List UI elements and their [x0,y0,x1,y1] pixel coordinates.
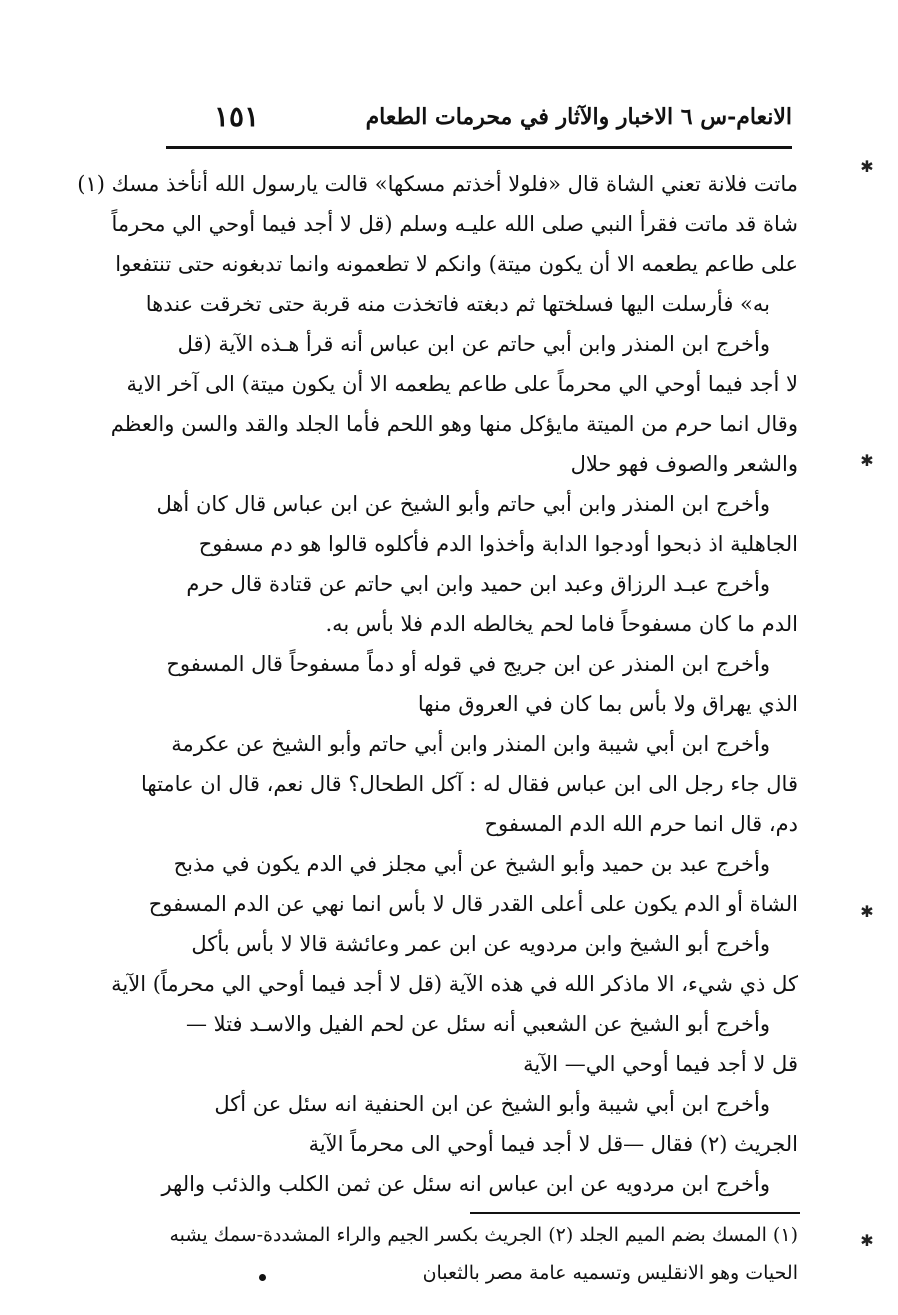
margin-star-icon: ✱ [860,157,874,176]
text-line: الجريث (٢) فقال —قل لا أجد فيما أوحي الى محرماً الآية [308,1132,798,1156]
margin-star-icon: ✱ [860,902,874,921]
text-line: الدم ما كان مسفوحاً فاما لحم يخالطه الدم فلا بأس به. [325,612,798,636]
header-rule [166,146,792,149]
footnote-line: (١) المسك بضم الميم الجلد (٢) الجريث بكسر الجيم والراء المشددة-سمك يشبه [169,1224,798,1246]
text-line: وأخرج ابن أبي شيبة وابن المنذر وابن أبي حاتم وأبو الشيخ عن عكرمة [171,732,770,756]
body-text [77,164,798,1204]
text-line: وأخرج ابن أبي شيبة وأبو الشيخ عن ابن الحنفية انه سئل عن أكل [214,1092,770,1116]
text-line: وأخرج ابن المنذر وابن أبي حاتم وأبو الشيخ عن ابن عباس قال كان أهل [156,492,770,516]
footnote-line: الحيات وهو الانقليس وتسميه عامة مصر بالثعبان [422,1262,798,1284]
text-line: الذي يهراق ولا بأس بما كان في العروق منها [417,692,798,716]
text-line: وقال انما حرم من الميتة مايؤكل منها وهو اللحم فأما الجلد والقد والسن والعظم [110,412,798,436]
text-line: به» فأرسلت اليها فسلختها ثم دبغته فاتخذت منه قربة حتى تخرقت عندها [145,292,770,316]
text-line: وأخرج ابن المنذر وابن أبي حاتم عن ابن عباس أنه قرأ هـذه الآية (قل [177,332,770,356]
page-header [162,100,792,140]
text-line: وأخرج ابن مردويه عن ابن عباس انه سئل عن ثمن الكلب والذئب والهر [161,1172,770,1196]
text-line: والشعر والصوف فهو حلال [570,452,798,476]
text-line: وأخرج ابن المنذر عن ابن جريج في قوله أو دماً مسفوحاً قال المسفوح [166,652,770,676]
margin-star-icon: ✱ [860,451,874,470]
text-line: كل ذي شيء، الا ماذكر الله في هذه الآية (قل لا أجد فيما أوحي الي محرماً) الآية [111,972,798,996]
text-line: الجاهلية اذ ذبحوا أودجوا الدابة وأخذوا الدم فأكلوه قالوا هو دم مسفوح [198,532,798,556]
ink-dot [259,1274,266,1281]
text-line: وأخرج أبو الشيخ عن الشعبي أنه سئل عن لحم الفيل والاسـد فتلا — [186,1012,770,1036]
text-line: قل لا أجد فيما أوحي الي— الآية [523,1052,798,1076]
text-line: وأخرج عبد بن حميد وأبو الشيخ عن أبي مجلز في الدم يكون في مذبح [173,852,770,876]
text-line: الشاة أو الدم يكون على أعلى القدر قال لا بأس انما نهي عن الدم المسفوح [148,892,798,916]
margin-star-icon: ✱ [860,1231,874,1250]
text-line: وأخرج أبو الشيخ وابن مردويه عن ابن عمر وعائشة قالا لا بأس بأكل [191,932,770,956]
footnotes [162,1216,798,1292]
text-line: على طاعم يطعمه الا أن يكون ميتة) وانكم لا تطعمونه وانما تدبغونه حتى تنتفعوا [115,252,798,276]
footnote-rule [470,1212,800,1214]
text-line: لا أجد فيما أوحي الي محرماً على طاعم يطعمه الا أن يكون ميتة) الى آخر الاية [126,372,798,396]
text-line: شاة قد ماتت فقرأ النبي صلى الله عليـه وسلم (قل لا أجد فيما أوحي الي محرماً [111,212,798,236]
running-title: الانعام-س ٦ الاخبار والآثار في محرمات الطعام [365,104,792,130]
text-line: وأخرج عبـد الرزاق وعبد ابن حميد وابن ابي حاتم عن قتادة قال حرم [186,572,770,596]
text-line: قال جاء رجل الى ابن عباس فقال له : آكل الطحال؟ قال نعم، قال ان عامتها [141,772,798,796]
text-line: دم، قال انما حرم الله الدم المسفوح [484,812,798,836]
page-number: ١٥١ [214,100,260,133]
text-line: ماتت فلانة تعني الشاة قال «فلولا أخذتم مسكها» قالت يارسول الله أنأخذ مسك (١) [77,172,798,196]
